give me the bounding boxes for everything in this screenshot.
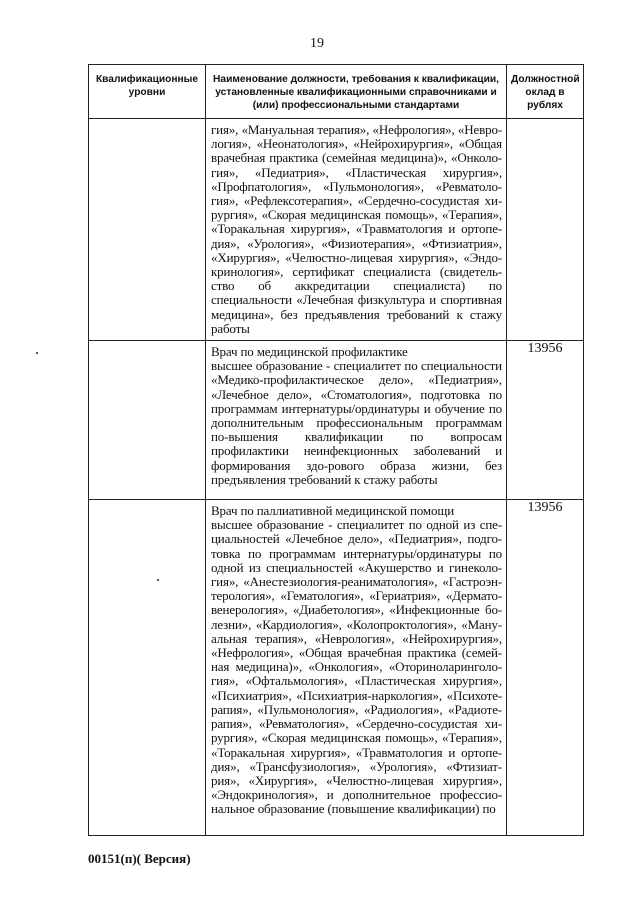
requirements-cell (206, 119, 507, 341)
header-salary: Должностной оклад в рублях (507, 65, 584, 119)
requirements-text: высшее образование - специалитет по одной из спе-циальностей «Лечебное дело», «Педиатрия», подго-товка по программам интернатуры/ординатуры по одной из специальностей «Акушерство и гинеколо-гия», «Анестезиология-реаниматология», «Гастроэн-терология», «Гематология», «Гериатрия», «Дермато-венерология», «Диабетология», «Инфекционные бо-лезни», «Кардиология», «Колопроктология», «Ману-альная терапия», «Неврология», «Нейрохирургия», «Нефрология», «Общая врачебная практика (семей-ная медицина)», «Онкология», «Оториноларинголо-гия», «Офтальмология», «Пластическая хирургия», «Психиатрия», «Психиатрия-наркология», «Психоте-рапия», «Пульмонология», «Радиология», «Радиоте-рапия», «Ревматология», «Сердечно-сосудистая хи-рургия», «Скорая медицинская помощь», «Терапия», «Торакальная хирургия», «Травматология и ортопе-дия», «Трансфузиология», «Урология», «Фтизиат-рия», «Хирургия», «Челюстно-лицевая хирургия», «Эндокринология», и дополнительное профессио-нальное образование (повышение квалификации) по (211, 517, 502, 817)
table-row (89, 341, 584, 500)
header-qualification-levels: Квалификационные уровни (89, 65, 206, 119)
salary-cell: 13956 (507, 500, 584, 836)
table-row (89, 500, 584, 836)
salary-cell (507, 119, 584, 341)
requirements-cell (206, 500, 507, 836)
position-title: Врач по паллиативной медицинской помощи (211, 503, 455, 519)
level-cell (89, 500, 206, 836)
qualification-table (88, 64, 584, 836)
scan-speck (36, 352, 38, 354)
document-code: 00151(п)( Версия) (88, 851, 191, 866)
table-header-row (89, 65, 584, 119)
scan-speck (157, 579, 159, 581)
page-number: 19 (310, 36, 324, 51)
level-cell (89, 341, 206, 500)
salary-cell: 13956 (507, 341, 584, 500)
requirements-cell (206, 341, 507, 500)
requirements-text: гия», «Мануальная терапия», «Нефрология», «Невро-логия», «Неонатология», «Нейрохирургия», «Общая врачебная практика (семейная медицина)», «Онколо-гия», «Педиатрия», «Пластическая хирургия», «Профпатология», «Пульмонология», «Ревматоло-гия», «Рефлексотерапия», «Сердечно-сосудистая хи-рургия», «Скорая медицинская помощь», «Терапия», «Торакальная хирургия», «Травматология и ортопе-дия», «Урология», «Физиотерапия», «Фтизиатрия», «Хирургия», «Челюстно-лицевая хирургия», «Эндо-кринология», сертификат специалиста (свидетель-ство об аккредитации специалиста) по специальности «Лечебная физкультура и спортивная медицина», без предъявления требований к стажу работы (211, 122, 502, 336)
requirements-text: высшее образование - специалитет по специальности «Медико-профилактическое дело», «Педиатрия», «Лечебное дело», «Стоматология», подготовка по программам интернатуры/ординатуры и обучение по дополнительным профессиональным программам по-вышения квалификации по вопросам профилактики неинфекционных заболеваний и формирования здо-рового образа жизни, без предъявления требований к стажу работы (211, 358, 502, 487)
position-title: Врач по медицинской профилактике (211, 344, 408, 360)
table-row (89, 119, 584, 341)
header-position-requirements: Наименование должности, требования к квалификации, установленные квалификационными справочниками и (или) профессиональными стандартами (206, 65, 507, 119)
level-cell (89, 119, 206, 341)
